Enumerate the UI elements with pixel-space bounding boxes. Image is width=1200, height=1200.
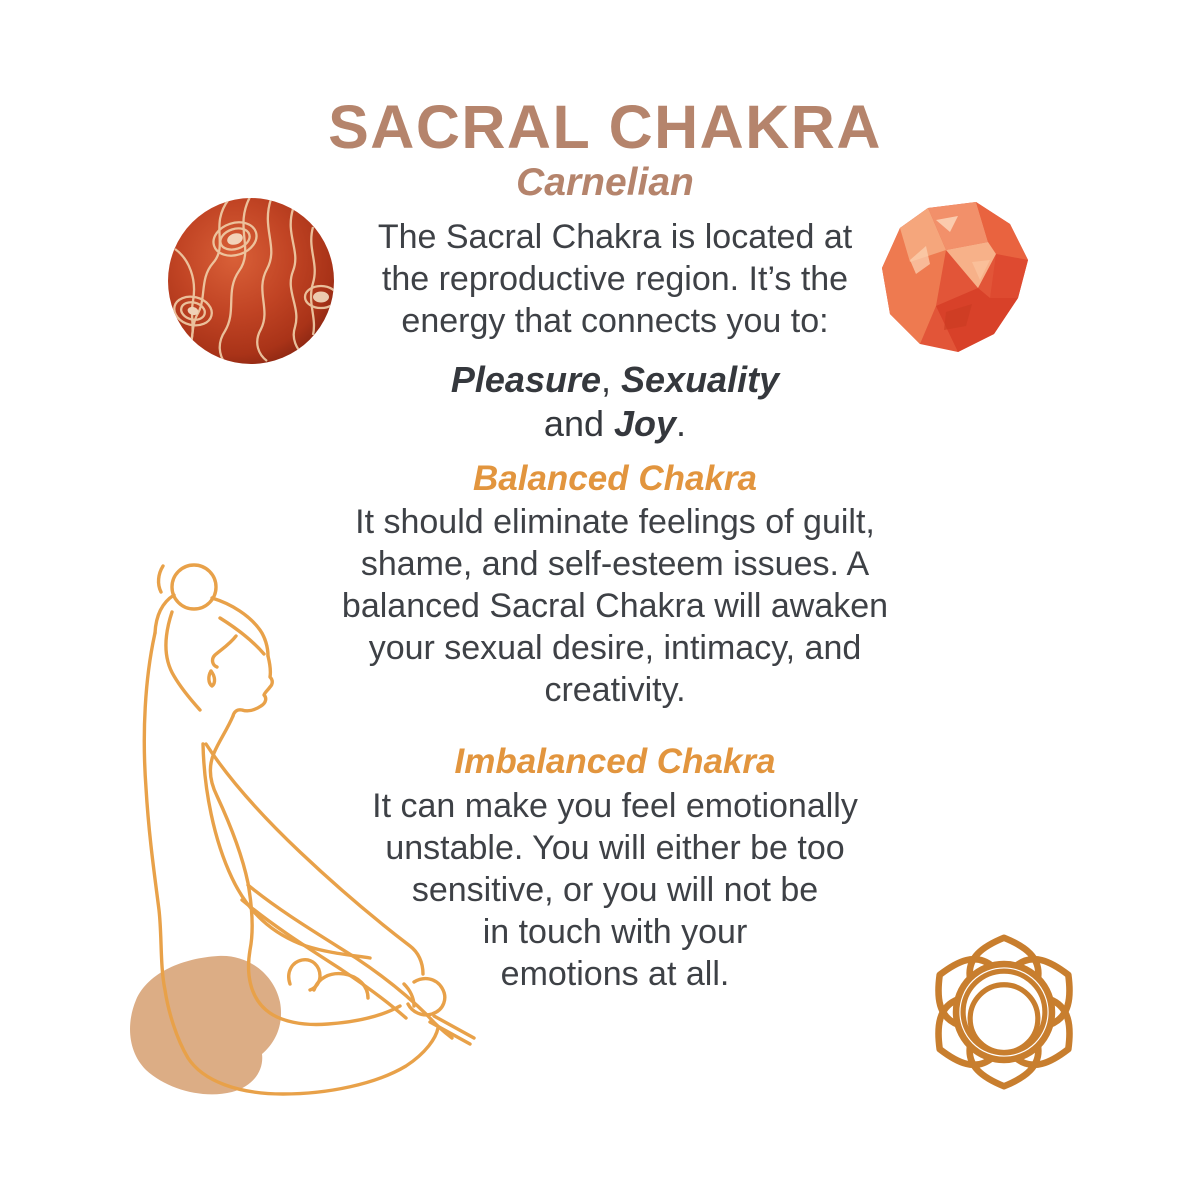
balanced-chakra-heading: Balanced Chakra — [472, 459, 758, 498]
imbalanced-line: unstable. You will either be too — [385, 829, 845, 867]
imbalanced-chakra-heading: Imbalanced Chakra — [454, 742, 776, 781]
keyword-conjunction: and — [543, 403, 614, 444]
keyword-pleasure: Pleasure — [450, 359, 601, 400]
meditating-woman-graphic — [118, 538, 528, 1118]
balanced-line: creativity. — [544, 671, 686, 709]
imbalanced-line: sensitive, or you will not be — [411, 871, 819, 909]
balanced-line: It should eliminate feelings of guilt, — [355, 503, 875, 541]
keyword-sexuality: Sexuality — [621, 359, 780, 400]
balanced-line: your sexual desire, intimacy, and — [368, 629, 862, 667]
balanced-line: balanced Sacral Chakra will awaken — [341, 587, 889, 625]
crescent-moon-circle — [970, 985, 1038, 1053]
keyword-separator: , — [601, 359, 622, 400]
intro-line: energy that connects you to: — [401, 302, 829, 340]
imbalanced-line: in touch with your — [482, 913, 748, 951]
sacral-chakra-symbol — [910, 918, 1098, 1111]
meditating-woman-line-art — [118, 538, 528, 1123]
focus-keywords-line-1 — [0, 358, 1200, 402]
svadhisthana-symbol-graphic — [910, 918, 1098, 1106]
keyword-joy: Joy — [614, 403, 677, 444]
imbalanced-line: It can make you feel emotionally — [372, 787, 858, 825]
intro-line: The Sacral Chakra is located at — [377, 218, 853, 256]
lotus-petals — [923, 938, 1086, 1087]
page-subtitle: Carnelian — [516, 161, 694, 204]
intro-line: the reproductive region. It’s the — [381, 260, 849, 298]
page-title: SACRAL CHAKRA — [328, 93, 882, 161]
keyword-period: . — [676, 403, 687, 444]
imbalanced-line: emotions at all. — [500, 955, 730, 993]
balanced-line: shame, and self-esteem issues. A — [360, 545, 870, 583]
focus-keywords-line-2 — [0, 402, 1200, 446]
